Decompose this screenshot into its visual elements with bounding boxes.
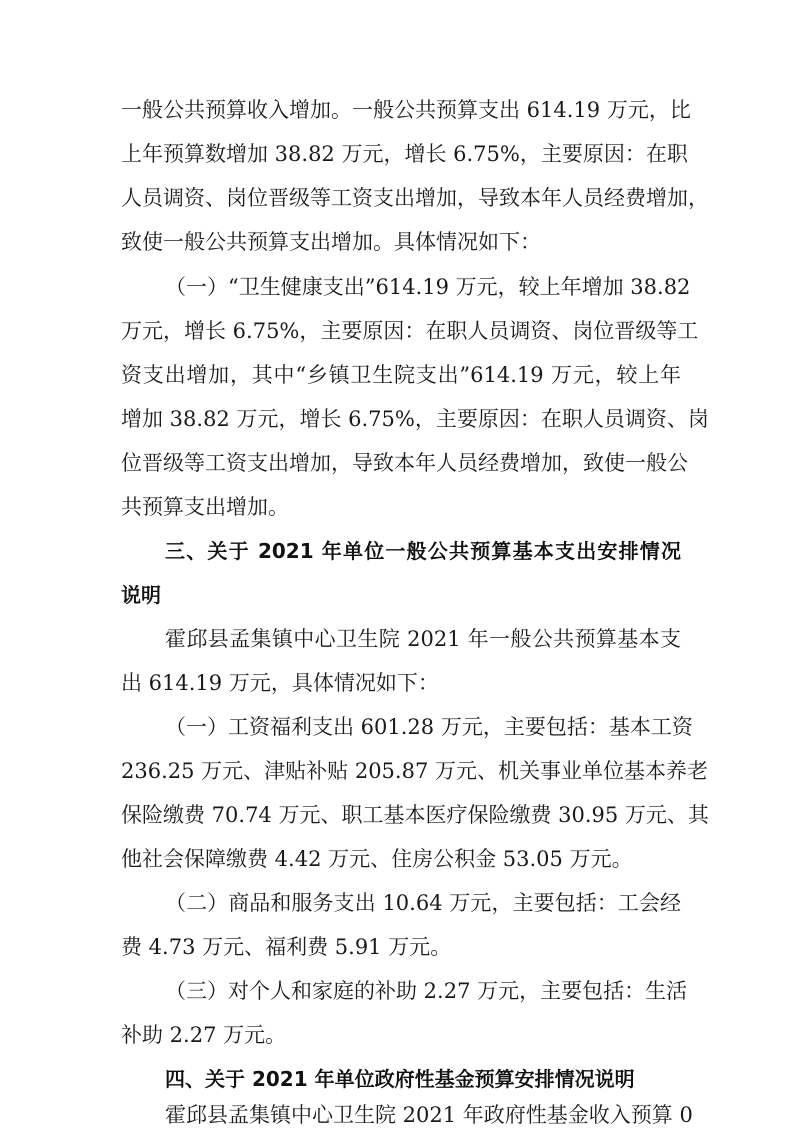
body-text-line: （二）商品和服务支出 10.64 万元，主要包括：工会经 xyxy=(165,891,681,915)
body-text-line: （三）对个人和家庭的补助 2.27 万元，主要包括：生活 xyxy=(165,979,688,1003)
body-text-line: 人员调资、岗位晋级等工资支出增加，导致本年人员经费增加， xyxy=(121,186,709,210)
body-text-line: 资支出增加，其中“乡镇卫生院支出”614.19 万元，较上年 xyxy=(121,363,681,387)
body-text-line: 上年预算数增加 38.82 万元，增长 6.75%，主要原因：在职 xyxy=(121,142,688,166)
body-text-line: 出 614.19 万元，具体情况如下： xyxy=(121,671,439,695)
body-text-line: 236.25 万元、津贴补贴 205.87 万元、机关事业单位基本养老 xyxy=(121,759,708,783)
body-text-line: 保险缴费 70.74 万元、职工基本医疗保险缴费 30.95 万元、其 xyxy=(121,803,709,827)
body-text-line: 位晋级等工资支出增加，导致本年人员经费增加，致使一般公 xyxy=(121,451,688,475)
body-text-line: 霍邱县孟集镇中心卫生院 2021 年政府性基金收入预算 0 xyxy=(165,1103,693,1127)
body-text-line: 增加 38.82 万元，增长 6.75%，主要原因：在职人员调资、岗 xyxy=(121,407,709,431)
body-text-line: 补助 2.27 万元。 xyxy=(121,1023,287,1047)
body-text-line: （一）工资福利支出 601.28 万元，主要包括：基本工资 xyxy=(165,715,693,739)
body-text-line: 万元，增长 6.75%，主要原因：在职人员调资、岗位晋级等工 xyxy=(121,319,699,343)
body-text-line: 致使一般公共预算支出增加。具体情况如下： xyxy=(121,230,541,254)
section-heading: 说明 xyxy=(121,583,161,607)
section-heading: 三、关于 2021 年单位一般公共预算基本支出安排情况 xyxy=(165,539,681,563)
body-text-line: 霍邱县孟集镇中心卫生院 2021 年一般公共预算基本支 xyxy=(165,627,681,651)
body-text-line: 费 4.73 万元、福利费 5.91 万元。 xyxy=(121,935,452,959)
section-heading: 四、关于 2021 年单位政府性基金预算安排情况说明 xyxy=(165,1067,635,1091)
body-text-line: 他社会保障缴费 4.42 万元、住房公积金 53.05 万元。 xyxy=(121,847,633,871)
body-text-line: 共预算支出增加。 xyxy=(121,495,289,519)
body-text-line: 一般公共预算收入增加。一般公共预算支出 614.19 万元，比 xyxy=(121,98,691,122)
body-text-line: （一）“卫生健康支出”614.19 万元，较上年增加 38.82 xyxy=(165,275,691,299)
